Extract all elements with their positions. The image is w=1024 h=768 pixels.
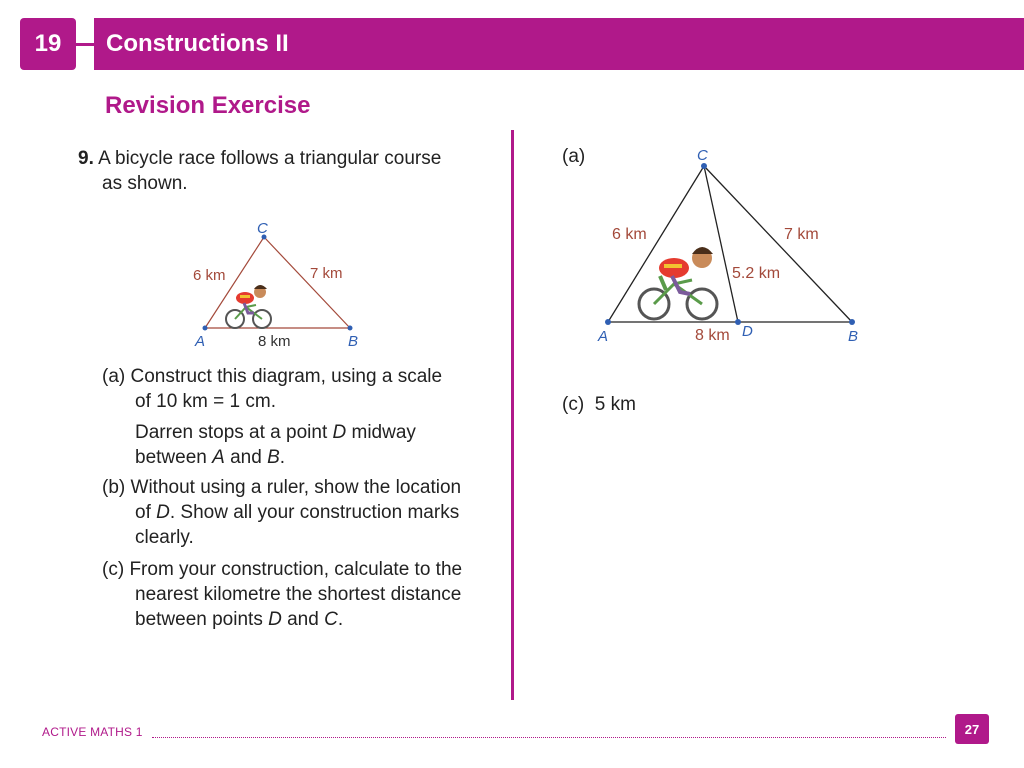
label-b: B bbox=[348, 333, 359, 350]
question-number: 9. bbox=[78, 148, 94, 169]
answer-c-value: 5 km bbox=[594, 394, 636, 415]
part-b-line3: clearly. bbox=[135, 527, 194, 548]
chapter-title-text: Constructions II bbox=[106, 30, 289, 57]
part-c bbox=[102, 557, 462, 632]
question-intro-line1: A bicycle race follows a triangular course bbox=[98, 148, 442, 169]
part-a-extra bbox=[135, 420, 416, 470]
part-b-label: (b) bbox=[102, 477, 126, 498]
ans-median-dc-line bbox=[704, 166, 738, 322]
var-d: D bbox=[332, 422, 347, 443]
point-b bbox=[348, 326, 353, 331]
question-triangle-diagram bbox=[180, 215, 380, 355]
part-c-label: (c) bbox=[102, 559, 125, 580]
part-a-line1: Construct this diagram, using a scale bbox=[130, 366, 443, 387]
part-c-line1: From your construction, calculate to the bbox=[129, 559, 463, 580]
cyclist-icon bbox=[639, 247, 717, 319]
answer-triangle-diagram bbox=[590, 140, 880, 355]
part-a-extra2-mid: and bbox=[224, 447, 268, 468]
ans-side-ac-label: 6 km bbox=[612, 226, 647, 243]
part-a-extra1-post: midway bbox=[346, 422, 416, 443]
side-bc-label: 7 km bbox=[310, 265, 343, 282]
side-bc-line bbox=[264, 237, 350, 328]
part-b-line1: Without using a ruler, show the location bbox=[130, 477, 462, 498]
part-b-line2-pre: of bbox=[135, 502, 157, 523]
answer-a-label: (a) bbox=[562, 146, 586, 167]
ans-side-bc-label: 7 km bbox=[784, 226, 819, 243]
footer-rule bbox=[152, 737, 946, 738]
label-a: A bbox=[195, 333, 206, 350]
var-d: D bbox=[268, 609, 282, 630]
ans-side-ab-label: 8 km bbox=[695, 327, 730, 344]
side-ab-label: 8 km bbox=[258, 333, 291, 350]
part-a bbox=[102, 364, 442, 414]
ans-label-a: A bbox=[598, 328, 609, 345]
part-a-extra2-post: . bbox=[279, 447, 286, 468]
part-a-label: (a) bbox=[102, 366, 126, 387]
book-title: ACTIVE MATHS 1 bbox=[42, 725, 143, 739]
var-d: D bbox=[156, 502, 170, 523]
answer-c-label: (c) bbox=[562, 394, 585, 415]
section-title: Revision Exercise bbox=[105, 92, 311, 119]
ans-point-d bbox=[735, 319, 741, 325]
chapter-number: 19 bbox=[20, 18, 76, 70]
ans-point-b bbox=[849, 319, 855, 325]
cyclist-icon bbox=[226, 285, 271, 328]
part-c-line2: nearest kilometre the shortest distance bbox=[135, 584, 462, 605]
part-a-extra2-pre: between bbox=[135, 447, 213, 468]
ans-label-b: B bbox=[848, 328, 859, 345]
part-a-line2: of 10 km = 1 cm. bbox=[135, 391, 276, 412]
chapter-title bbox=[94, 18, 1024, 70]
var-b: B bbox=[267, 447, 280, 468]
ans-label-c: C bbox=[697, 147, 708, 164]
ans-side-bc-line bbox=[704, 166, 852, 322]
var-a: A bbox=[212, 447, 225, 468]
question-intro bbox=[78, 146, 441, 196]
ans-label-d: D bbox=[742, 323, 753, 340]
var-c: C bbox=[324, 609, 338, 630]
part-b bbox=[102, 475, 461, 550]
ans-median-label: 5.2 km bbox=[732, 265, 781, 282]
question-intro-line2: as shown. bbox=[102, 173, 188, 194]
part-c-line3-mid: and bbox=[281, 609, 325, 630]
page-number: 27 bbox=[955, 714, 989, 744]
side-ac-label: 6 km bbox=[193, 267, 226, 284]
label-c: C bbox=[257, 220, 268, 237]
point-a bbox=[203, 326, 208, 331]
chapter-connector bbox=[76, 43, 94, 46]
column-divider bbox=[511, 130, 514, 700]
part-a-extra1-pre: Darren stops at a point bbox=[135, 422, 333, 443]
part-c-line3-pre: between points bbox=[135, 609, 269, 630]
part-c-line3-post: . bbox=[337, 609, 344, 630]
ans-point-a bbox=[605, 319, 611, 325]
part-b-line2-post: . Show all your construction marks bbox=[169, 502, 460, 523]
answer-c bbox=[562, 394, 636, 416]
